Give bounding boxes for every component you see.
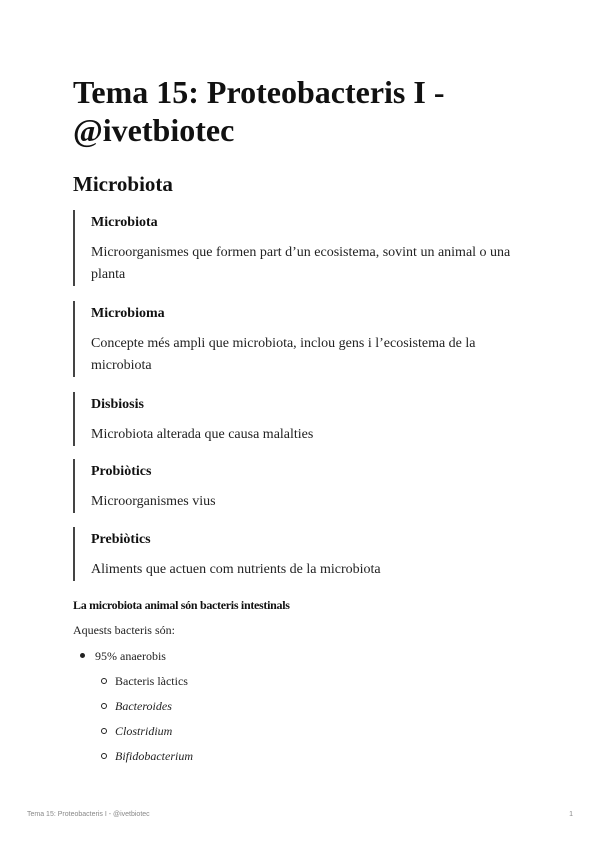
list-item-text: Bacteris làctics xyxy=(115,674,188,688)
callout-title: Prebiòtics xyxy=(91,532,151,547)
subheading-animal-microbiota: La microbiota animal són bacteris intestinals xyxy=(73,598,290,612)
page-title: Tema 15: Proteobacteris I - @ivetbiotec xyxy=(73,74,445,148)
callout-title: Microbiota xyxy=(91,215,158,230)
section-heading-microbiota: Microbiota xyxy=(73,172,173,196)
list-item-text: Clostridium xyxy=(115,724,173,738)
callout-prebiotics xyxy=(73,527,533,581)
list-item xyxy=(115,723,172,739)
list-item xyxy=(115,673,188,689)
list-item-text: Bacteroides xyxy=(115,699,172,713)
intro-text: Aquests bacteris són: xyxy=(73,623,175,637)
bullet-circle-icon xyxy=(101,728,107,734)
list-item xyxy=(115,748,193,764)
callout-microbioma xyxy=(73,301,533,377)
callout-body: Microbiota alterada que causa malalties xyxy=(91,427,314,442)
bullet-disc-icon xyxy=(80,653,85,658)
callout-body: Microorganismes vius xyxy=(91,494,216,509)
callout-probiotics xyxy=(73,459,533,513)
bullet-circle-icon xyxy=(101,678,107,684)
footer-title: Tema 15: Proteobacteris I - @ivetbiotec xyxy=(27,811,150,818)
bullet-circle-icon xyxy=(101,753,107,759)
callout-title: Microbioma xyxy=(91,306,165,321)
bullet-circle-icon xyxy=(101,703,107,709)
callout-body: Microorganismes que formen part d’un ecosistema, sovint un animal o una planta xyxy=(91,245,511,282)
footer-page-number: 1 xyxy=(569,811,573,818)
list-item xyxy=(115,698,172,714)
callout-title: Disbiosis xyxy=(91,397,144,412)
callout-body: Concepte més ampli que microbiota, inclou gens i l’ecosistema de la microbiota xyxy=(91,336,476,373)
callout-microbiota xyxy=(73,210,533,286)
callout-disbiosis xyxy=(73,392,533,446)
list-item xyxy=(95,648,166,664)
callout-body: Aliments que actuen com nutrients de la microbiota xyxy=(91,562,381,577)
list-item-text: 95% anaerobis xyxy=(95,649,166,663)
list-item-text: Bifidobacterium xyxy=(115,749,193,763)
callout-title: Probiòtics xyxy=(91,464,152,479)
